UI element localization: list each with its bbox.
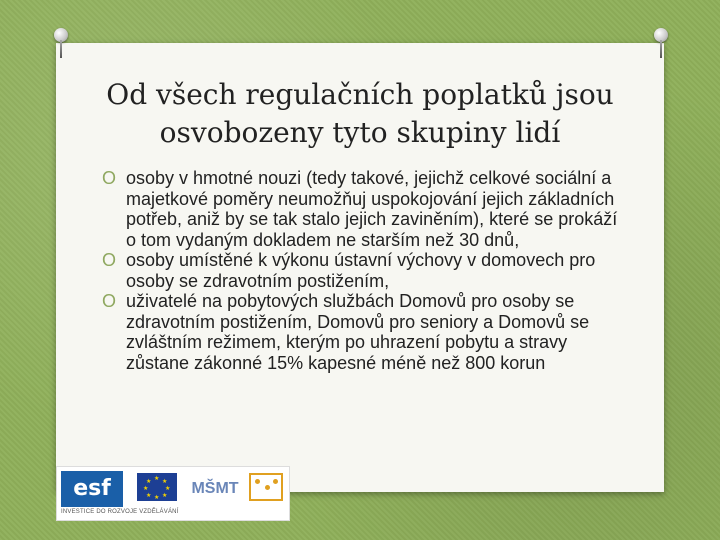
list-item bbox=[102, 291, 622, 373]
list-item bbox=[102, 168, 622, 250]
bullet-circle-icon: O bbox=[102, 250, 117, 270]
msmt-logo: MŠMT bbox=[191, 480, 239, 497]
funding-logos bbox=[56, 466, 290, 521]
logo-caption: INVESTICE DO ROZVOJE VZDĚLÁVÁNÍ bbox=[61, 509, 179, 515]
esf-logo: esf bbox=[61, 471, 123, 507]
list-item-text: uživatelé na pobytových službách Domovů pro osoby se zdravotním postižením, Domovů pro seniory a Domovů se zvláštním režimem, kterým po uhrazení pobytu a stravy zůstane zákonné 15% kapesné méně než 800 korun bbox=[126, 291, 590, 373]
list-item-text: osoby v hmotné nouzi (tedy takové, jejichž celkové sociální a majetkové poměry neumožňuj uspokojování jejich základních potřeb, aniž by se tak stalo jejich zaviněním), které se prokáží o tom vydaným dokladem ne starším než 30 dnů, bbox=[126, 168, 618, 250]
slide-title bbox=[0, 76, 720, 152]
bullet-list bbox=[102, 168, 622, 373]
slide-title-line-1: Od všech regulačních poplatků jsou bbox=[106, 78, 614, 111]
list-item bbox=[102, 250, 622, 291]
slide-content bbox=[102, 168, 622, 474]
pushpin-right-icon bbox=[652, 28, 670, 58]
list-item-text: osoby umístěné k výkonu ústavní výchovy v domovech pro osoby se zdravotním postižením, bbox=[126, 250, 596, 291]
pushpin-left-icon bbox=[52, 28, 70, 58]
bullet-circle-icon: O bbox=[102, 168, 117, 188]
bullet-circle-icon: O bbox=[102, 291, 117, 311]
eu-flag-icon: ★ ★ ★ ★ ★ ★ ★ ★ bbox=[137, 473, 177, 501]
op-logo-icon bbox=[249, 473, 283, 501]
slide-title-line-2: osvobozeny tyto skupiny lidí bbox=[159, 116, 561, 149]
